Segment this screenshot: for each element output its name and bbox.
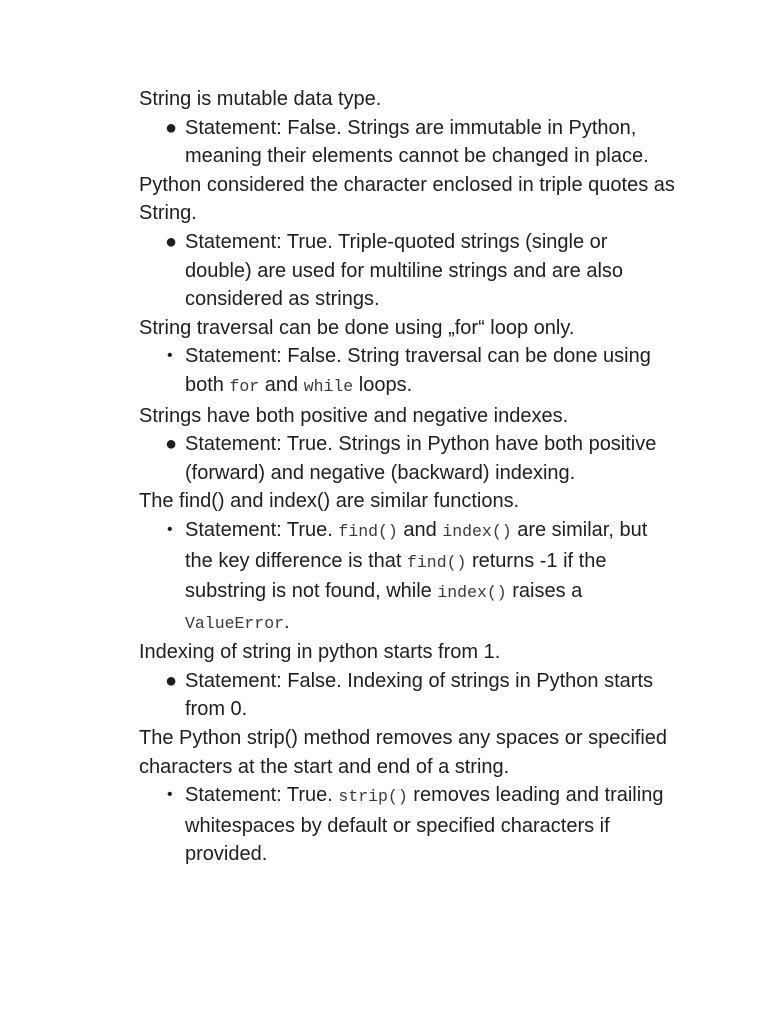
inline-code: for — [229, 376, 260, 396]
answer-text: and — [259, 373, 304, 396]
question-text: Strings have both positive and negative indexes. — [139, 404, 569, 427]
answer-text: . — [284, 610, 290, 633]
inline-code: find() — [406, 552, 467, 572]
answer-list — [139, 114, 679, 171]
question-text: String traversal can be done using „for“ loop only. — [139, 316, 575, 339]
question-text: The Python strip() method removes any spaces or specified characters at the start and end of a string. — [139, 727, 668, 778]
inline-code: strip() — [338, 787, 408, 807]
answer-item — [139, 516, 679, 638]
answer-text: are similar, but the key difference is that — [185, 518, 648, 572]
answer-text: removes leading and trailing whitespaces by default or specified characters if provided. — [185, 784, 664, 866]
answer-text: Statement: False. Strings are immutable in Python, meaning their elements cannot be changed in place. — [185, 116, 649, 168]
bullet-icon: • — [167, 786, 173, 804]
answer-item — [139, 342, 679, 401]
bullet-icon: ● — [165, 433, 178, 456]
answer-text: Statement: True. Triple-quoted strings (single or double) are used for multiline strings and are also considered as strings. — [185, 230, 624, 311]
answer-item — [139, 667, 679, 724]
inline-code: ValueError — [185, 613, 285, 633]
answer-text: Statement: False. Indexing of strings in Python starts from 0. — [185, 669, 654, 721]
answer-text: Statement: False. String traversal can be done using both — [185, 345, 651, 396]
answer-text: Statement: True. — [185, 784, 339, 807]
answer-item — [139, 114, 679, 171]
answer-list — [139, 667, 679, 724]
bullet-icon: • — [167, 347, 173, 365]
bullet-icon: ● — [165, 669, 178, 692]
question-text: String is mutable data type. — [139, 88, 382, 110]
answer-text: loops. — [353, 373, 413, 396]
inline-code: index() — [442, 521, 512, 541]
question-text: Python considered the character enclosed in triple quotes as String. — [139, 173, 675, 225]
answer-text: returns -1 if the substring is not found, while — [185, 549, 607, 603]
question-text: The find() and index() are similar functions. — [139, 490, 520, 513]
answer-item — [139, 228, 679, 314]
question-text: Indexing of string in python starts from 1. — [139, 641, 501, 664]
answer-text: raises a — [506, 580, 583, 603]
document-body — [139, 85, 679, 869]
answer-text: Statement: True. — [185, 518, 339, 541]
answer-list — [139, 516, 679, 638]
answer-list — [139, 781, 679, 869]
inline-code: index() — [437, 583, 507, 603]
bullet-icon: • — [167, 520, 173, 538]
answer-list — [139, 430, 679, 487]
inline-code: while — [303, 376, 354, 396]
answer-list — [139, 342, 679, 401]
answer-list — [139, 228, 679, 314]
bullet-icon: ● — [165, 230, 178, 253]
answer-text: and — [397, 518, 443, 541]
answer-item — [139, 781, 679, 869]
bullet-icon: ● — [165, 116, 178, 139]
answer-item — [139, 430, 679, 487]
inline-code: find() — [338, 521, 398, 541]
answer-text: Statement: True. Strings in Python have both positive (forward) and negative (backward) indexing. — [185, 433, 657, 484]
